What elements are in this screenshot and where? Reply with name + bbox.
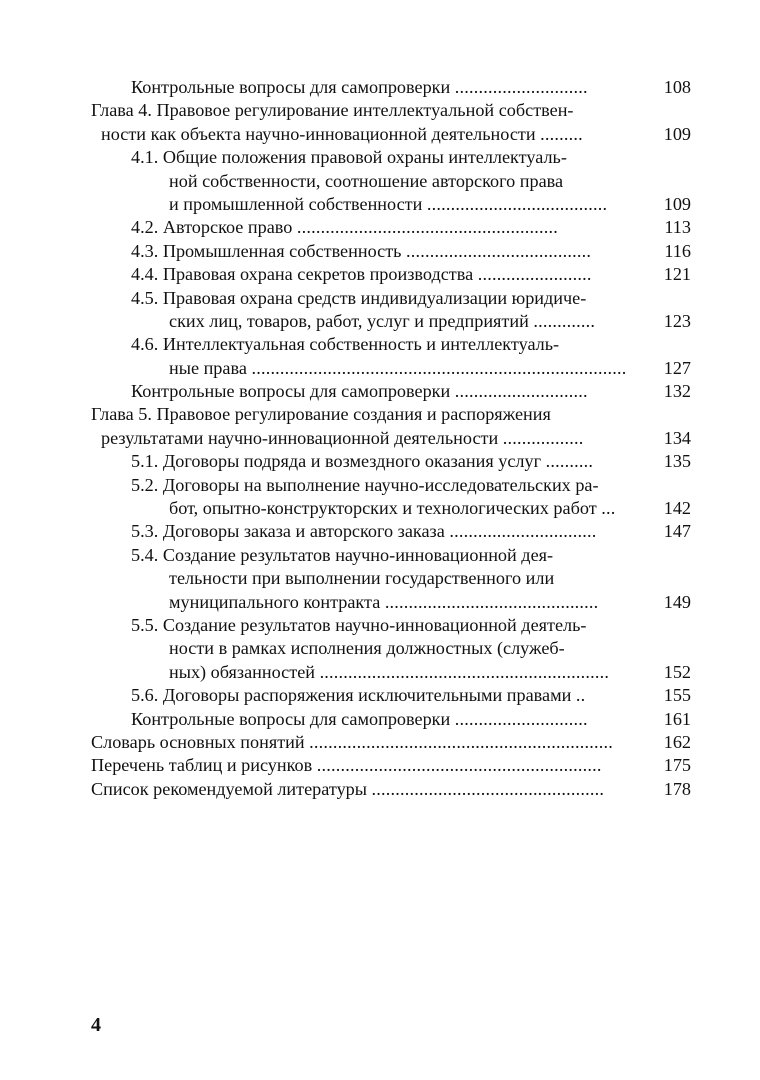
toc-leader-dots: .................................................	[371, 778, 605, 799]
toc-entry-title: ных) обязанностей	[169, 661, 320, 682]
toc-entry-title: Глава 4. Правовое регулирование интеллектуальной собствен-	[91, 100, 574, 121]
toc-page-number: 134	[663, 427, 691, 448]
toc-entry	[91, 474, 691, 497]
toc-entry	[91, 76, 691, 99]
toc-entry-title: Словарь основных понятий	[91, 731, 310, 752]
toc-entry-title: тельности при выполнении государственного или	[169, 568, 555, 589]
toc-leader-dots: ............................	[454, 708, 588, 729]
toc-entry-title: 4.5. Правовая охрана средств индивидуализации юридиче-	[131, 287, 587, 308]
toc-entry-title: бот, опытно-конструкторских и технологических работ	[169, 498, 602, 519]
toc-entry	[91, 99, 691, 122]
toc-entry-title: 4.2. Авторское право	[131, 217, 297, 238]
toc-page-number: 155	[663, 685, 691, 706]
toc-entry	[91, 216, 691, 239]
toc-entry	[91, 544, 691, 567]
toc-leader-dots: ................................................................	[309, 731, 613, 752]
toc-page-number: 123	[663, 310, 691, 331]
toc-entry	[91, 380, 691, 403]
toc-leader-dots: .................	[502, 427, 584, 448]
toc-entry-title: Глава 5. Правовое регулирование создания и распоряжения	[91, 404, 551, 425]
toc-leader-dots: .............................................	[384, 591, 599, 612]
toc-page-number: 161	[663, 708, 691, 729]
toc-page-number: 152	[663, 661, 691, 682]
toc-entry-title: 5.4. Создание результатов научно-инновационной дея-	[131, 544, 554, 565]
toc-leader-dots: .......................................	[406, 240, 592, 261]
toc-entry	[91, 403, 691, 426]
toc-entry-title: Перечень таблиц и рисунков	[91, 755, 317, 776]
toc-entry	[91, 708, 691, 731]
toc-entry-title: и промышленной собственности	[169, 193, 427, 214]
toc-entry	[91, 684, 691, 707]
toc-entry-title: 5.1. Договоры подряда и возмездного оказания услуг	[131, 451, 546, 472]
toc-entry	[91, 170, 691, 193]
toc-page-number: 162	[663, 731, 691, 752]
toc-page-number: 132	[663, 381, 691, 402]
toc-page-number: 108	[663, 77, 691, 97]
toc-leader-dots: .............	[533, 310, 596, 331]
toc-entry	[91, 520, 691, 543]
toc-entry-title: 5.3. Договоры заказа и авторского заказа	[131, 521, 450, 542]
toc-entry	[91, 287, 691, 310]
toc-entry	[91, 778, 691, 801]
toc-entry-title: ной собственности, соотношение авторского права	[169, 170, 564, 191]
toc-entry	[91, 123, 691, 146]
toc-page-number: 135	[663, 451, 691, 472]
toc-entry-title: Список рекомендуемой литературы	[91, 778, 372, 799]
toc-entry	[91, 567, 691, 590]
toc-entry-title: 4.1. Общие положения правовой охраны интеллектуаль-	[131, 147, 567, 168]
toc-entry-title: 5.2. Договоры на выполнение научно-исследовательских ра-	[131, 474, 599, 495]
toc-leader-dots: ...	[601, 498, 616, 519]
toc-entry	[91, 357, 691, 380]
toc-page-number: 127	[663, 357, 691, 378]
toc-leader-dots: ........................	[477, 264, 592, 285]
toc-leader-dots: .......................................................	[296, 217, 558, 238]
toc-entry	[91, 661, 691, 684]
toc-entry	[91, 731, 691, 754]
toc-entry-title: ности как объекта научно-инновационной деятельности	[101, 123, 541, 144]
toc-entry-title: Контрольные вопросы для самопроверки	[131, 708, 455, 729]
toc-entry-title: результатами научно-инновационной деятельности	[101, 427, 503, 448]
toc-entry	[91, 754, 691, 777]
toc-entry-title: 4.3. Промышленная собственность	[131, 240, 407, 261]
toc-leader-dots: .............................................................	[319, 661, 610, 682]
toc-entry	[91, 310, 691, 333]
toc-page-number: 116	[664, 240, 691, 261]
toc-entry	[91, 240, 691, 263]
toc-entry	[91, 263, 691, 286]
toc-entry	[91, 427, 691, 450]
toc-leader-dots: ..	[575, 685, 586, 706]
toc-page-number: 147	[663, 521, 691, 542]
toc-leader-dots: ............................	[454, 77, 588, 97]
toc-leader-dots: .........	[540, 123, 583, 144]
page-number: 4	[91, 1014, 101, 1036]
toc-leader-dots: ............................................................	[316, 755, 602, 776]
toc-entry-title: ности в рамках исполнения должностных (служеб-	[169, 638, 565, 659]
toc-leader-dots: ............................	[454, 381, 588, 402]
toc-entry	[91, 614, 691, 637]
toc-leader-dots: ...............................	[449, 521, 597, 542]
toc-entry	[91, 591, 691, 614]
toc-leader-dots: ......................................	[426, 193, 608, 214]
toc-page-number: 121	[663, 264, 691, 285]
toc-entry	[91, 450, 691, 473]
toc-page-number: 175	[663, 755, 691, 776]
toc-entry-title: 4.4. Правовая охрана секретов производства	[131, 264, 478, 285]
toc-entry-title: ные права	[169, 357, 252, 378]
toc-entry-title: Контрольные вопросы для самопроверки	[131, 381, 455, 402]
toc-page-number: 149	[663, 591, 691, 612]
toc-entry-title: 5.6. Договоры распоряжения исключительными правами	[131, 685, 576, 706]
toc-entry-title: Контрольные вопросы для самопроверки	[131, 77, 455, 97]
toc-page-number: 113	[664, 217, 691, 238]
toc-entry-title: 5.5. Создание результатов научно-инновационной деятель-	[131, 614, 587, 635]
toc-leader-dots: ..........	[545, 451, 594, 472]
toc-page-number: 178	[663, 778, 691, 799]
toc-entry	[91, 637, 691, 660]
toc-entry-title: муниципального контракта	[169, 591, 385, 612]
toc-entry	[91, 146, 691, 169]
toc-page-number: 109	[663, 123, 691, 144]
toc-page-number: 109	[663, 193, 691, 214]
toc-leader-dots: ...............................................................................	[251, 357, 627, 378]
table-of-contents	[91, 76, 691, 801]
toc-page-number: 142	[663, 498, 691, 519]
toc-entry-title: 4.6. Интеллектуальная собственность и интеллектуаль-	[131, 334, 560, 355]
toc-entry	[91, 497, 691, 520]
toc-entry	[91, 333, 691, 356]
toc-entry-title: ских лиц, товаров, работ, услуг и предприятий	[169, 310, 534, 331]
toc-entry	[91, 193, 691, 216]
